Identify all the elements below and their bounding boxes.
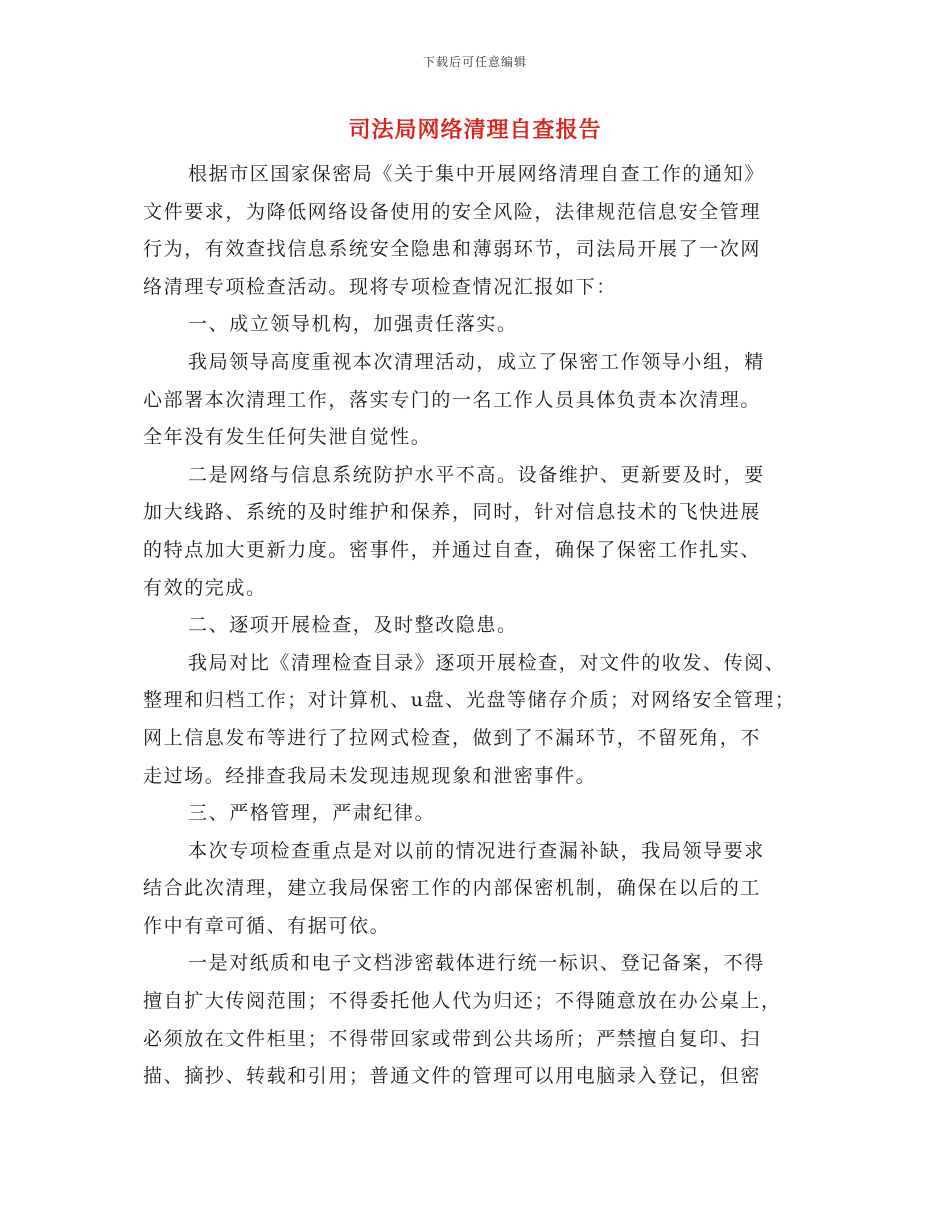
body-line: 擅自扩大传阅范围；不得委托他人代为归还；不得随意放在办公桌上， [143,990,782,1013]
body-line: 一是对纸质和电子文档涉密载体进行统一标识、登记备案，不得 [188,952,765,975]
document-body [143,156,823,1096]
body-line: 描、摘抄、转载和引用；普通文件的管理可以用电脑录入登记，但密 [143,1065,762,1088]
body-line: 整理和归档工作；对计算机、u盘、光盘等储存介质；对网络安全管理； [143,689,796,712]
body-line: 三、严格管理，严肃纪律。 [188,802,436,825]
body-line: 二、逐项开展检查，及时整改隐患。 [188,614,518,637]
body-line: 一、成立领导机构，加强责任落实。 [188,313,518,336]
body-line: 有效的完成。 [143,576,267,599]
body-line: 走过场。经排查我局未发现违规现象和泄密事件。 [143,764,597,787]
body-line: 作中有章可循、有据可依。 [143,914,391,937]
header-note: 下载后可任意编辑 [422,55,527,69]
body-line: 二是网络与信息系统防护水平不高。设备维护、更新要及时，要 [188,463,765,486]
body-line: 本次专项检查重点是对以前的情况进行查漏补缺，我局领导要求 [188,839,765,862]
body-line: 文件要求，为降低网络设备使用的安全风险，法律规范信息安全管理 [143,200,762,223]
body-line: 络清理专项检查活动。现将专项检查情况汇报如下： [143,275,617,298]
body-line: 行为，有效查找信息系统安全隐患和薄弱环节，司法局开展了一次网 [143,238,762,261]
body-line: 全年没有发生任何失泄自觉性。 [143,426,432,449]
body-line: 加大线路、系统的及时维护和保养，同时，针对信息技术的飞快进展 [143,501,762,524]
body-line: 根据市区国家保密局《关于集中开展网络清理自查工作的通知》 [188,163,765,185]
body-line: 的特点加大更新力度。密事件，并通过自查，确保了保密工作扎实、 [143,538,762,561]
body-line: 我局领导高度重视本次清理活动，成立了保密工作领导小组，精 [188,350,765,373]
document-title: 司法局网络清理自查报告 [348,117,602,143]
body-line: 结合此次清理，建立我局保密工作的内部保密机制，确保在以后的工 [143,877,762,900]
body-line: 心部署本次清理工作，落实专门的一名工作人员具体负责本次清理。 [143,388,762,411]
body-line: 网上信息发布等进行了拉网式检查，做到了不漏环节，不留死角，不 [143,726,762,749]
body-line: 必须放在文件柜里；不得带回家或带到公共场所；严禁擅自复印、扫 [143,1027,762,1050]
body-line: 我局对比《清理检查目录》逐项开展检查，对文件的收发、传阅、 [188,651,786,674]
